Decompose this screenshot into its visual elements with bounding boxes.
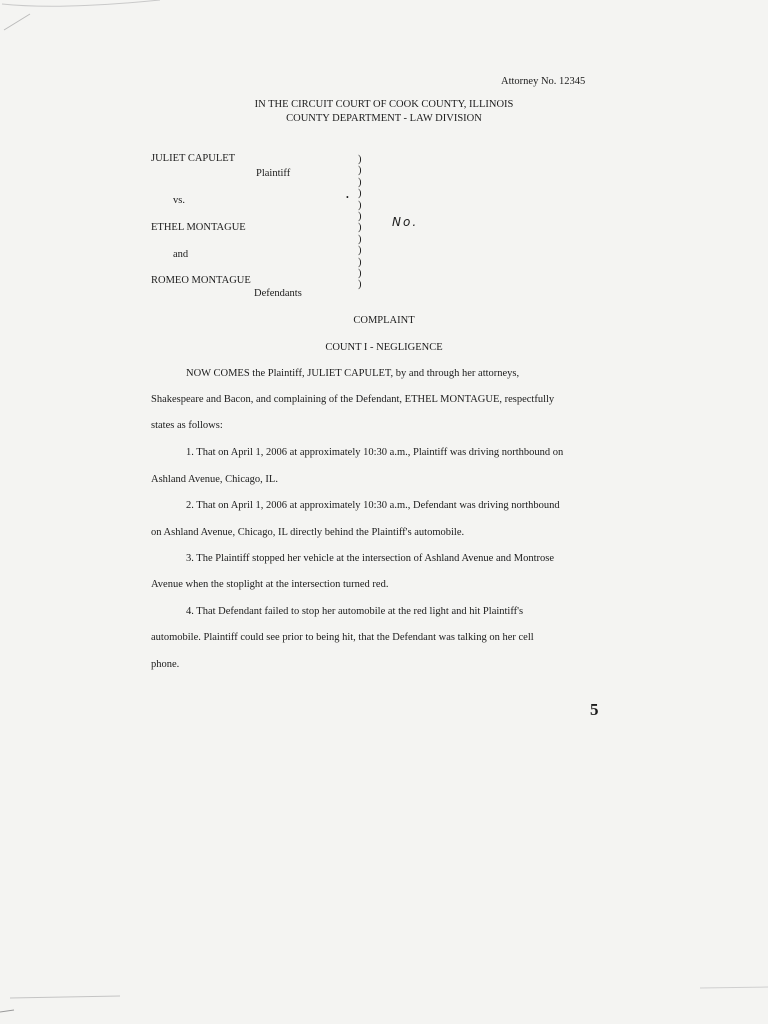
court-division: COUNTY DEPARTMENT - LAW DIVISION [286, 113, 482, 124]
complaint-title: COMPLAINT [353, 315, 415, 326]
attorney-number: Attorney No. 12345 [501, 76, 586, 87]
parenthesis: ) [358, 279, 362, 291]
parenthesis: ) [358, 154, 362, 165]
versus: vs. [173, 195, 185, 206]
parenthesis: ) [358, 211, 362, 223]
parenthesis: ) [358, 165, 362, 177]
defendants-role: Defendants [254, 288, 302, 299]
parenthesis: ) [358, 233, 362, 245]
paragraph-line: Avenue when the stoplight at the intersection turned red. [151, 579, 389, 590]
paragraph-line: 4. That Defendant failed to stop her automobile at the red light and hit Plaintiff's [186, 606, 524, 617]
and-label: and [173, 249, 189, 260]
paragraph-line: 3. The Plaintiff stopped her vehicle at the intersection of Ashland Avenue and Montrose [186, 553, 554, 564]
paragraph-line: 1. That on April 1, 2006 at approximately 10:30 a.m., Plaintiff was driving northbound on [186, 447, 564, 458]
defendant-2-name: ROMEO MONTAGUE [151, 275, 251, 286]
paragraph-line: 2. That on April 1, 2006 at approximately 10:30 a.m., Defendant was driving northbound [186, 500, 560, 511]
paragraph-line: on Ashland Avenue, Chicago, IL directly behind the Plaintiff's automobile. [151, 527, 465, 538]
count-title: COUNT I - NEGLIGENCE [325, 342, 443, 353]
paragraph-line: phone. [151, 659, 180, 670]
paragraph-line: automobile. Plaintiff could see prior to being hit, that the Defendant was talking on her cell [151, 632, 534, 643]
parenthesis: ) [358, 176, 362, 188]
plaintiff-role: Plaintiff [256, 168, 291, 179]
court-heading: IN THE CIRCUIT COURT OF COOK COUNTY, ILLINOIS [254, 99, 514, 110]
parenthesis: ) [358, 222, 362, 234]
parenthesis: ) [358, 245, 362, 257]
caption-parentheses [358, 154, 362, 291]
defendant-1-name: ETHEL MONTAGUE [151, 222, 246, 233]
page-number: 5 [590, 700, 599, 719]
parenthesis: ) [358, 188, 362, 200]
parenthesis: ) [358, 199, 362, 211]
intro-line: Shakespeare and Bacon, and complaining of the Defendant, ETHEL MONTAGUE, respectfully [151, 394, 555, 405]
parenthesis: ) [358, 268, 362, 280]
case-number-handwritten: No. [392, 215, 419, 229]
paragraph-line: Ashland Avenue, Chicago, IL. [151, 474, 278, 485]
intro-line: NOW COMES the Plaintiff, JULIET CAPULET, by and through her attorneys, [186, 368, 520, 379]
plaintiff-name: JULIET CAPULET [151, 153, 236, 164]
caption-dot: • [346, 193, 349, 202]
parenthesis: ) [358, 256, 362, 268]
intro-line: states as follows: [151, 420, 223, 431]
